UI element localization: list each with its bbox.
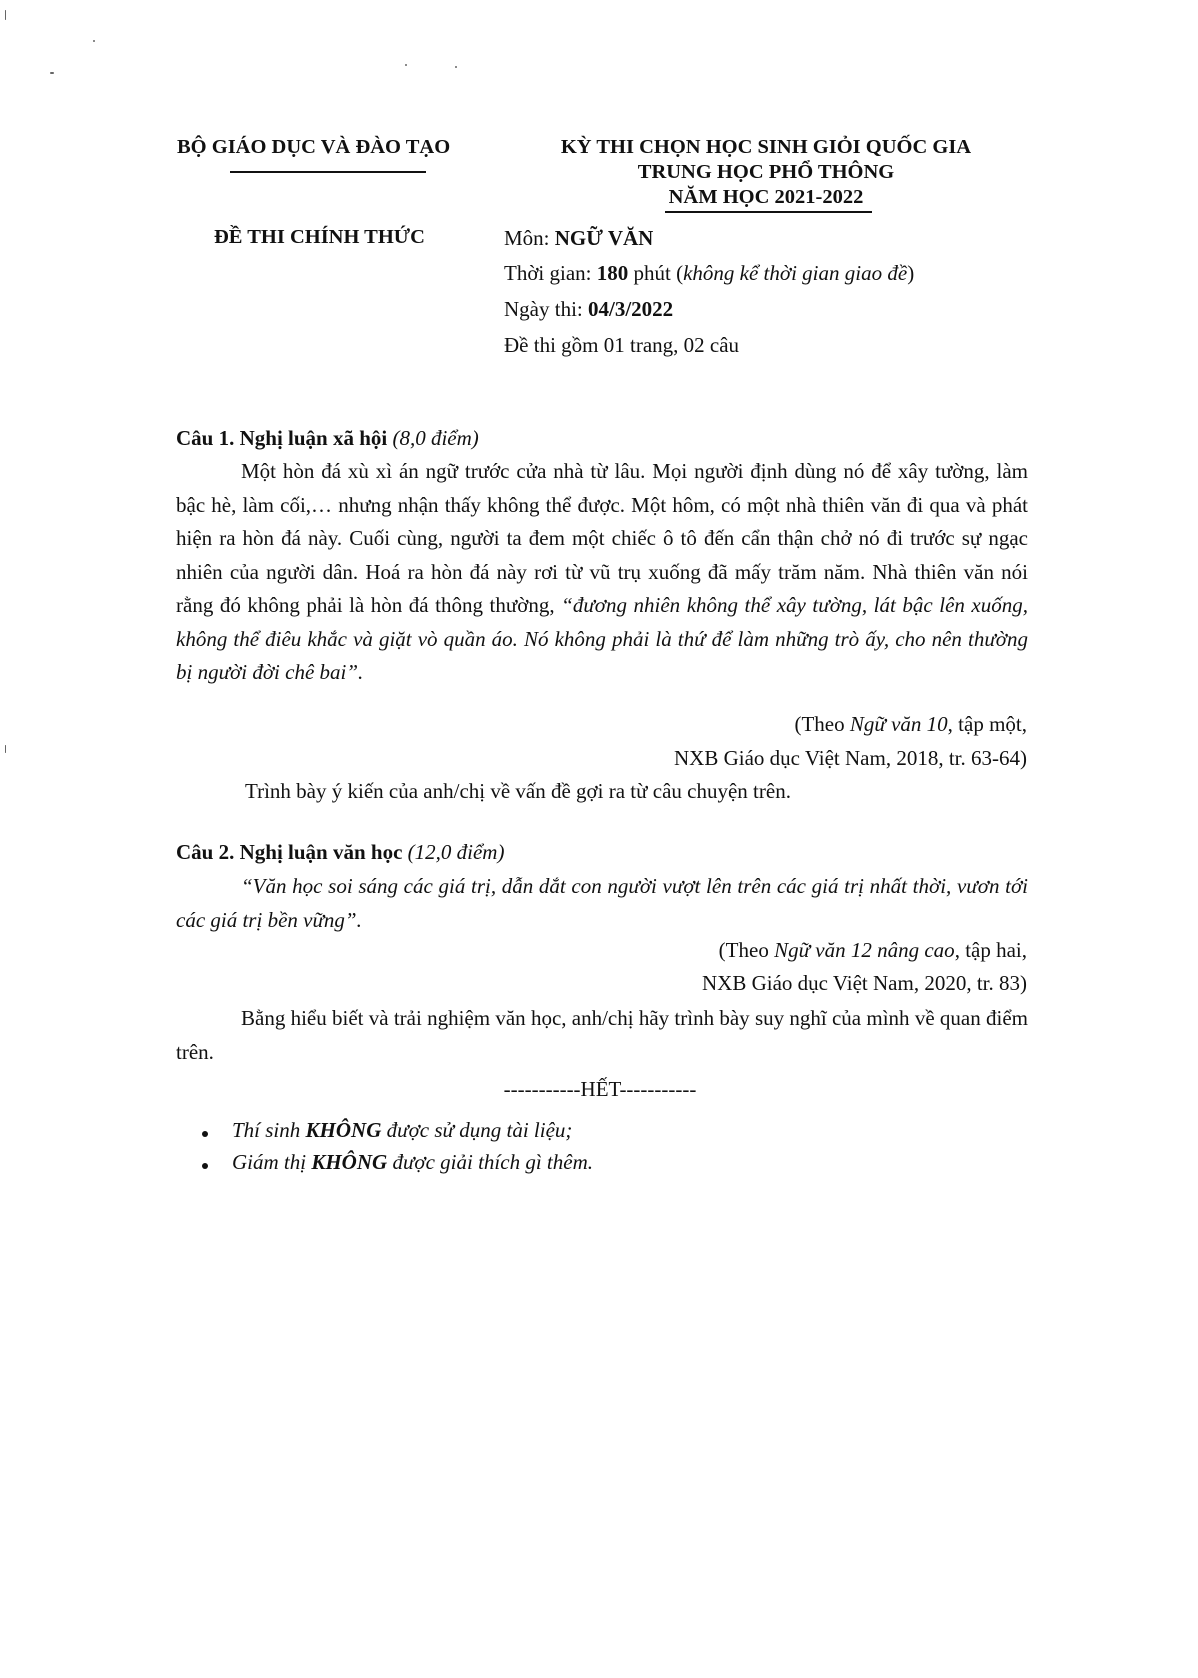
end-marker: -----------HẾT-----------: [503, 1077, 697, 1101]
subject-value: NGỮ VĂN: [554, 226, 654, 250]
note-text: Giám thị: [232, 1150, 312, 1174]
bullet-icon: [202, 1163, 208, 1169]
q2-heading: [176, 840, 504, 865]
q1-title: Câu 1. Nghị luận xã hội: [176, 426, 393, 450]
q1-source-line-1: [794, 712, 1027, 737]
time-label: Thời gian:: [504, 261, 597, 285]
q1-points: (8,0 điểm): [392, 426, 479, 450]
q2-source-volume: , tập hai,: [954, 938, 1027, 962]
q2-task: Bằng hiểu biết và trải nghiệm văn học, anh/chị hãy trình bày suy nghĩ của mình về quan điểm trên.: [176, 1006, 1028, 1064]
official-label: ĐỀ THI CHÍNH THỨC: [214, 226, 425, 248]
q1-source-book: Ngữ văn 10: [849, 712, 948, 736]
note-item: [232, 1150, 593, 1175]
q1-source-prefix: (Theo: [794, 712, 850, 736]
scan-speck: [5, 745, 6, 753]
exam-title-line-2: TRUNG HỌC PHỔ THÔNG: [637, 161, 895, 183]
note-emphasis: KHÔNG: [311, 1150, 388, 1174]
exam-title-underline: [665, 211, 872, 213]
note-text: được sử dụng tài liệu;: [381, 1118, 573, 1142]
q1-task: Trình bày ý kiến của anh/chị về vấn đề gợi ra từ câu chuyện trên.: [245, 779, 791, 803]
bullet-icon: [202, 1131, 208, 1137]
q1-source-line-2: NXB Giáo dục Việt Nam, 2018, tr. 63-64): [674, 746, 1027, 770]
pages-info: Đề thi gồm 01 trang, 02 câu: [504, 333, 740, 357]
time-note: không kể thời gian giao đề: [683, 261, 908, 285]
ministry-name: BỘ GIÁO DỤC VÀ ĐÀO TẠO: [177, 136, 451, 158]
scan-speck: [93, 40, 95, 42]
q1-quote: “đương nhiên không thể xây tường, lát bậc lên xuống, không thể điêu khắc và giặt vò quần áo. Nó không phải là thứ để làm những trò ấy, cho nên thường bị người đời chê bai”.: [176, 593, 1028, 684]
q2-points: (12,0 điểm): [407, 840, 505, 864]
time-close: ): [907, 261, 915, 285]
q2-source-line-2: NXB Giáo dục Việt Nam, 2020, tr. 83): [702, 971, 1027, 995]
q2-quote: “Văn học soi sáng các giá trị, dẫn dắt con người vượt lên trên các giá trị nhất thời, vươn tới các giá trị bền vững”.: [176, 874, 1028, 932]
note-text: được giải thích gì thêm.: [387, 1150, 593, 1174]
q1-body: Một hòn đá xù xì án ngữ trước cửa nhà từ lâu. Mọi người định dùng nó để xây tường, làm bậc hè, làm cối,… nhưng nhận thấy không thể được. Một hôm, có một nhà thiên văn đi qua và phát hiện ra hòn đá này. Cuối cùng, người ta đem một chiếc ô tô đến cẩn thận chở nó đi trước sự ngạc nhiên của người dân. Hoá ra hòn đá này rơi từ vũ trụ xuống đã mấy trăm năm. Nhà thiên văn nói rằng đó không phải là hòn đá thông thường,: [176, 459, 1028, 617]
date-line: [504, 297, 673, 322]
note-text: Thí sinh: [232, 1118, 306, 1142]
q2-source-prefix: (Theo: [718, 938, 775, 962]
q1-passage: [176, 455, 1028, 690]
q2-source-book: Ngữ văn 12 nâng cao: [774, 938, 955, 962]
date-value: 04/3/2022: [588, 297, 674, 321]
time-unit: phút (: [628, 261, 684, 285]
subject-label: Môn:: [504, 226, 555, 250]
note-item: [232, 1118, 572, 1143]
q2-title: Câu 2. Nghị luận văn học: [176, 840, 408, 864]
scan-speck: [455, 66, 457, 68]
scan-speck: [5, 10, 6, 20]
exam-title-line-1: KỲ THI CHỌN HỌC SINH GIỎI QUỐC GIA: [560, 136, 972, 158]
scan-speck: [50, 72, 54, 74]
q1-source-volume: , tập một,: [947, 712, 1027, 736]
note-emphasis: KHÔNG: [305, 1118, 382, 1142]
q1-heading: [176, 426, 479, 451]
scan-speck: [405, 64, 407, 66]
q2-source-line-1: [719, 938, 1027, 963]
ministry-underline: [230, 171, 426, 173]
time-line: [504, 261, 914, 286]
subject-line: [504, 226, 653, 251]
time-value: 180: [596, 261, 629, 285]
date-label: Ngày thi:: [504, 297, 588, 321]
exam-title-line-3: NĂM HỌC 2021-2022: [668, 186, 864, 208]
